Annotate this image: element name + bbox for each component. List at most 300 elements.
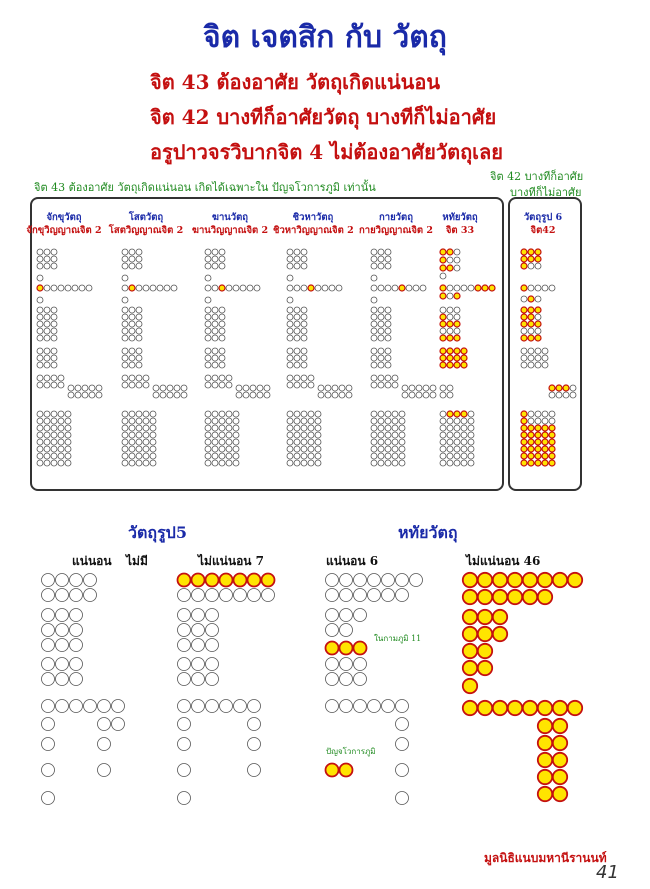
- empty-circle: [301, 307, 307, 313]
- empty-circle: [308, 453, 314, 459]
- empty-circle: [220, 700, 233, 713]
- empty-circle: [212, 446, 218, 452]
- empty-circle: [51, 418, 57, 424]
- empty-circle: [528, 263, 534, 269]
- empty-circle: [318, 385, 324, 391]
- empty-circle: [129, 418, 135, 424]
- empty-circle: [51, 263, 57, 269]
- empty-circle: [212, 314, 218, 320]
- empty-circle: [233, 425, 239, 431]
- empty-circle: [248, 738, 261, 751]
- empty-circle: [75, 392, 81, 398]
- empty-circle: [37, 355, 43, 361]
- empty-circle: [37, 307, 43, 313]
- empty-circle: [37, 249, 43, 255]
- empty-circle: [219, 328, 225, 334]
- empty-circle: [56, 609, 69, 622]
- empty-circle: [136, 411, 142, 417]
- filled-circle: [535, 460, 541, 466]
- filled-circle: [535, 249, 541, 255]
- empty-circle: [150, 425, 156, 431]
- empty-circle: [287, 446, 293, 452]
- empty-circle: [294, 249, 300, 255]
- empty-circle: [205, 425, 211, 431]
- empty-circle: [212, 418, 218, 424]
- filled-circle: [447, 321, 453, 327]
- empty-circle: [219, 335, 225, 341]
- empty-circle: [206, 624, 219, 637]
- empty-circle: [136, 348, 142, 354]
- empty-circle: [37, 335, 43, 341]
- empty-circle: [378, 285, 384, 291]
- filled-circle: [447, 265, 453, 271]
- empty-circle: [378, 307, 384, 313]
- empty-circle: [409, 392, 415, 398]
- empty-circle: [122, 355, 128, 361]
- empty-circle: [129, 249, 135, 255]
- empty-circle: [37, 275, 43, 281]
- empty-circle: [535, 355, 541, 361]
- empty-circle: [440, 392, 446, 398]
- empty-circle: [205, 314, 211, 320]
- empty-circle: [287, 335, 293, 341]
- empty-circle: [378, 314, 384, 320]
- empty-circle: [136, 256, 142, 262]
- empty-circle: [37, 256, 43, 262]
- empty-circle: [315, 285, 321, 291]
- empty-circle: [368, 574, 381, 587]
- empty-circle: [174, 385, 180, 391]
- filled-circle: [535, 335, 541, 341]
- empty-circle: [287, 355, 293, 361]
- empty-circle: [153, 392, 159, 398]
- filled-circle: [463, 573, 477, 587]
- filled-circle: [461, 348, 467, 354]
- empty-circle: [37, 418, 43, 424]
- empty-circle: [112, 700, 125, 713]
- filled-circle: [553, 573, 567, 587]
- empty-circle: [44, 307, 50, 313]
- empty-circle: [549, 392, 555, 398]
- empty-circle: [122, 362, 128, 368]
- empty-circle: [392, 446, 398, 452]
- empty-circle: [233, 418, 239, 424]
- filled-circle: [463, 644, 477, 658]
- empty-circle: [257, 385, 263, 391]
- empty-circle: [308, 460, 314, 466]
- empty-circle: [150, 418, 156, 424]
- empty-circle: [70, 658, 83, 671]
- empty-circle: [171, 285, 177, 291]
- empty-circle: [56, 624, 69, 637]
- empty-circle: [301, 453, 307, 459]
- filled-circle: [528, 256, 534, 262]
- empty-circle: [454, 432, 460, 438]
- empty-circle: [205, 375, 211, 381]
- empty-circle: [51, 375, 57, 381]
- empty-circle: [535, 411, 541, 417]
- empty-circle: [287, 375, 293, 381]
- filled-circle: [454, 411, 460, 417]
- filled-circle: [528, 460, 534, 466]
- empty-circle: [37, 314, 43, 320]
- empty-circle: [385, 453, 391, 459]
- empty-circle: [219, 314, 225, 320]
- empty-circle: [129, 453, 135, 459]
- filled-circle: [549, 432, 555, 438]
- subtitle-line-3: อรูปาวจรวิบากจิต 4 ไม่ต้องอาศัยวัตถุเลย: [150, 140, 503, 164]
- empty-circle: [294, 362, 300, 368]
- empty-circle: [181, 385, 187, 391]
- filled-circle: [475, 285, 481, 291]
- empty-circle: [440, 432, 446, 438]
- filled-circle: [528, 296, 534, 302]
- column-name: ชิวหาวัตถุ: [292, 212, 334, 223]
- empty-circle: [340, 658, 353, 671]
- empty-circle: [212, 375, 218, 381]
- empty-circle: [385, 263, 391, 269]
- filled-circle: [440, 314, 446, 320]
- filled-circle: [447, 249, 453, 255]
- empty-circle: [157, 285, 163, 291]
- filled-circle: [440, 321, 446, 327]
- empty-circle: [122, 375, 128, 381]
- empty-circle: [468, 418, 474, 424]
- label-certain: แน่นอน: [72, 554, 112, 568]
- filled-circle: [493, 590, 507, 604]
- filled-circle: [521, 314, 527, 320]
- page-number: 41: [596, 862, 619, 883]
- empty-circle: [294, 375, 300, 381]
- filled-circle: [542, 446, 548, 452]
- empty-circle: [535, 328, 541, 334]
- label-none: ไม่มี: [126, 554, 148, 568]
- empty-circle: [212, 453, 218, 459]
- empty-circle: [44, 453, 50, 459]
- empty-circle: [56, 673, 69, 686]
- empty-circle: [70, 673, 83, 686]
- empty-circle: [385, 285, 391, 291]
- empty-circle: [129, 446, 135, 452]
- empty-circle: [206, 589, 219, 602]
- filled-circle: [521, 439, 527, 445]
- upper-right-caption-2: บางทีก็ไม่อาศัย: [510, 186, 582, 199]
- filled-circle: [454, 362, 460, 368]
- filled-circle: [535, 432, 541, 438]
- empty-circle: [294, 285, 300, 291]
- empty-circle: [392, 432, 398, 438]
- empty-circle: [396, 764, 409, 777]
- empty-circle: [440, 446, 446, 452]
- empty-circle: [129, 411, 135, 417]
- empty-circle: [150, 453, 156, 459]
- empty-circle: [86, 285, 92, 291]
- empty-circle: [51, 382, 57, 388]
- empty-circle: [308, 425, 314, 431]
- empty-circle: [70, 589, 83, 602]
- empty-circle: [37, 348, 43, 354]
- empty-circle: [461, 285, 467, 291]
- empty-circle: [301, 335, 307, 341]
- empty-circle: [206, 609, 219, 622]
- filled-circle: [521, 446, 527, 452]
- empty-circle: [44, 460, 50, 466]
- empty-circle: [535, 263, 541, 269]
- empty-circle: [44, 418, 50, 424]
- empty-circle: [287, 418, 293, 424]
- empty-circle: [65, 439, 71, 445]
- filled-circle: [538, 719, 552, 733]
- empty-circle: [294, 348, 300, 354]
- upper-left-caption: จิต 43 ต้องอาศัย วัตถุเกิดแน่นอน เกิดได้เฉพาะใน ปัญจโวการภูมิ เท่านั้น: [34, 181, 376, 194]
- empty-circle: [96, 392, 102, 398]
- empty-circle: [378, 382, 384, 388]
- filled-circle: [440, 362, 446, 368]
- empty-circle: [79, 285, 85, 291]
- empty-circle: [315, 446, 321, 452]
- empty-circle: [308, 439, 314, 445]
- empty-circle: [136, 321, 142, 327]
- empty-circle: [287, 256, 293, 262]
- empty-circle: [236, 392, 242, 398]
- empty-circle: [42, 574, 55, 587]
- filled-circle: [542, 453, 548, 459]
- filled-circle: [549, 460, 555, 466]
- empty-circle: [556, 392, 562, 398]
- empty-circle: [468, 460, 474, 466]
- filled-circle: [463, 627, 477, 641]
- empty-circle: [65, 285, 71, 291]
- empty-circle: [143, 432, 149, 438]
- filled-circle: [553, 701, 567, 715]
- empty-circle: [212, 335, 218, 341]
- empty-circle: [287, 432, 293, 438]
- empty-circle: [535, 285, 541, 291]
- empty-circle: [535, 362, 541, 368]
- empty-circle: [226, 425, 232, 431]
- empty-circle: [84, 574, 97, 587]
- empty-circle: [294, 439, 300, 445]
- empty-circle: [447, 425, 453, 431]
- empty-circle: [354, 609, 367, 622]
- empty-circle: [528, 411, 534, 417]
- empty-circle: [205, 256, 211, 262]
- empty-circle: [192, 609, 205, 622]
- filled-circle: [440, 257, 446, 263]
- empty-circle: [205, 439, 211, 445]
- filled-circle: [308, 285, 314, 291]
- empty-circle: [315, 411, 321, 417]
- filled-circle: [478, 573, 492, 587]
- empty-circle: [399, 453, 405, 459]
- empty-circle: [371, 453, 377, 459]
- filled-circle: [521, 256, 527, 262]
- empty-circle: [212, 307, 218, 313]
- empty-circle: [122, 321, 128, 327]
- empty-circle: [430, 385, 436, 391]
- filled-circle: [482, 285, 488, 291]
- empty-circle: [129, 263, 135, 269]
- filled-circle: [399, 285, 405, 291]
- filled-circle: [447, 335, 453, 341]
- empty-circle: [371, 297, 377, 303]
- empty-circle: [528, 328, 534, 334]
- lower-left-title: วัตถุรูป5: [128, 523, 187, 542]
- empty-circle: [122, 348, 128, 354]
- empty-circle: [301, 418, 307, 424]
- empty-circle: [136, 439, 142, 445]
- empty-circle: [315, 425, 321, 431]
- label-uncertain-7: ไม่แน่นอน 7: [198, 554, 265, 568]
- empty-circle: [326, 574, 339, 587]
- empty-circle: [58, 418, 64, 424]
- empty-circle: [535, 348, 541, 354]
- filled-circle: [463, 610, 477, 624]
- empty-circle: [371, 439, 377, 445]
- empty-circle: [44, 446, 50, 452]
- filled-circle: [508, 590, 522, 604]
- empty-circle: [447, 453, 453, 459]
- empty-circle: [294, 425, 300, 431]
- empty-circle: [44, 328, 50, 334]
- empty-circle: [301, 321, 307, 327]
- empty-circle: [332, 392, 338, 398]
- empty-circle: [143, 285, 149, 291]
- empty-circle: [301, 382, 307, 388]
- empty-circle: [44, 314, 50, 320]
- empty-circle: [206, 673, 219, 686]
- empty-circle: [287, 321, 293, 327]
- empty-circle: [212, 256, 218, 262]
- empty-circle: [454, 307, 460, 313]
- empty-circle: [378, 411, 384, 417]
- empty-circle: [287, 411, 293, 417]
- empty-circle: [301, 285, 307, 291]
- empty-circle: [392, 382, 398, 388]
- empty-circle: [178, 639, 191, 652]
- empty-circle: [301, 256, 307, 262]
- filled-circle: [461, 411, 467, 417]
- empty-circle: [440, 385, 446, 391]
- filled-circle: [478, 590, 492, 604]
- filled-circle: [521, 425, 527, 431]
- filled-circle: [521, 432, 527, 438]
- empty-circle: [521, 328, 527, 334]
- empty-circle: [301, 446, 307, 452]
- empty-circle: [447, 392, 453, 398]
- empty-circle: [37, 460, 43, 466]
- empty-circle: [44, 355, 50, 361]
- filled-circle: [538, 753, 552, 767]
- empty-circle: [247, 285, 253, 291]
- empty-circle: [326, 673, 339, 686]
- empty-circle: [371, 285, 377, 291]
- empty-circle: [326, 658, 339, 671]
- empty-circle: [122, 263, 128, 269]
- filled-circle: [521, 453, 527, 459]
- empty-circle: [226, 411, 232, 417]
- empty-circle: [70, 700, 83, 713]
- empty-circle: [233, 285, 239, 291]
- filled-circle: [523, 701, 537, 715]
- empty-circle: [521, 355, 527, 361]
- empty-circle: [440, 425, 446, 431]
- empty-circle: [308, 446, 314, 452]
- empty-circle: [44, 362, 50, 368]
- filled-circle: [478, 627, 492, 641]
- empty-circle: [51, 460, 57, 466]
- filled-circle: [528, 335, 534, 341]
- subtitle-line-2: จิต 42 บางทีก็อาศัยวัตถุ บางทีก็ไม่อาศัย: [150, 105, 497, 129]
- empty-circle: [37, 425, 43, 431]
- empty-circle: [339, 385, 345, 391]
- empty-circle: [37, 382, 43, 388]
- empty-circle: [315, 439, 321, 445]
- empty-circle: [205, 335, 211, 341]
- empty-circle: [250, 392, 256, 398]
- filled-circle: [542, 439, 548, 445]
- empty-circle: [326, 589, 339, 602]
- empty-circle: [236, 385, 242, 391]
- empty-circle: [129, 314, 135, 320]
- filled-circle: [192, 574, 205, 587]
- empty-circle: [368, 589, 381, 602]
- empty-circle: [150, 446, 156, 452]
- empty-circle: [205, 453, 211, 459]
- empty-circle: [219, 418, 225, 424]
- empty-circle: [378, 256, 384, 262]
- filled-circle: [549, 446, 555, 452]
- filled-circle: [549, 439, 555, 445]
- empty-circle: [160, 392, 166, 398]
- empty-circle: [58, 439, 64, 445]
- filled-circle: [535, 425, 541, 431]
- empty-circle: [178, 658, 191, 671]
- empty-circle: [440, 411, 446, 417]
- empty-circle: [382, 700, 395, 713]
- empty-circle: [406, 285, 412, 291]
- empty-circle: [37, 375, 43, 381]
- filled-circle: [553, 787, 567, 801]
- empty-circle: [51, 425, 57, 431]
- empty-circle: [51, 439, 57, 445]
- empty-circle: [205, 249, 211, 255]
- empty-circle: [385, 348, 391, 354]
- empty-circle: [326, 609, 339, 622]
- empty-circle: [301, 432, 307, 438]
- empty-circle: [378, 453, 384, 459]
- empty-circle: [329, 285, 335, 291]
- empty-circle: [447, 285, 453, 291]
- empty-circle: [143, 460, 149, 466]
- empty-circle: [454, 453, 460, 459]
- empty-circle: [136, 446, 142, 452]
- empty-circle: [563, 392, 569, 398]
- filled-circle: [535, 307, 541, 313]
- empty-circle: [44, 321, 50, 327]
- filled-circle: [568, 573, 582, 587]
- empty-circle: [89, 392, 95, 398]
- filled-circle: [493, 701, 507, 715]
- column-sub: จิต 33: [445, 225, 475, 236]
- empty-circle: [205, 321, 211, 327]
- filled-circle: [454, 321, 460, 327]
- empty-circle: [129, 362, 135, 368]
- empty-circle: [447, 418, 453, 424]
- empty-circle: [440, 439, 446, 445]
- filled-circle: [549, 425, 555, 431]
- empty-circle: [542, 411, 548, 417]
